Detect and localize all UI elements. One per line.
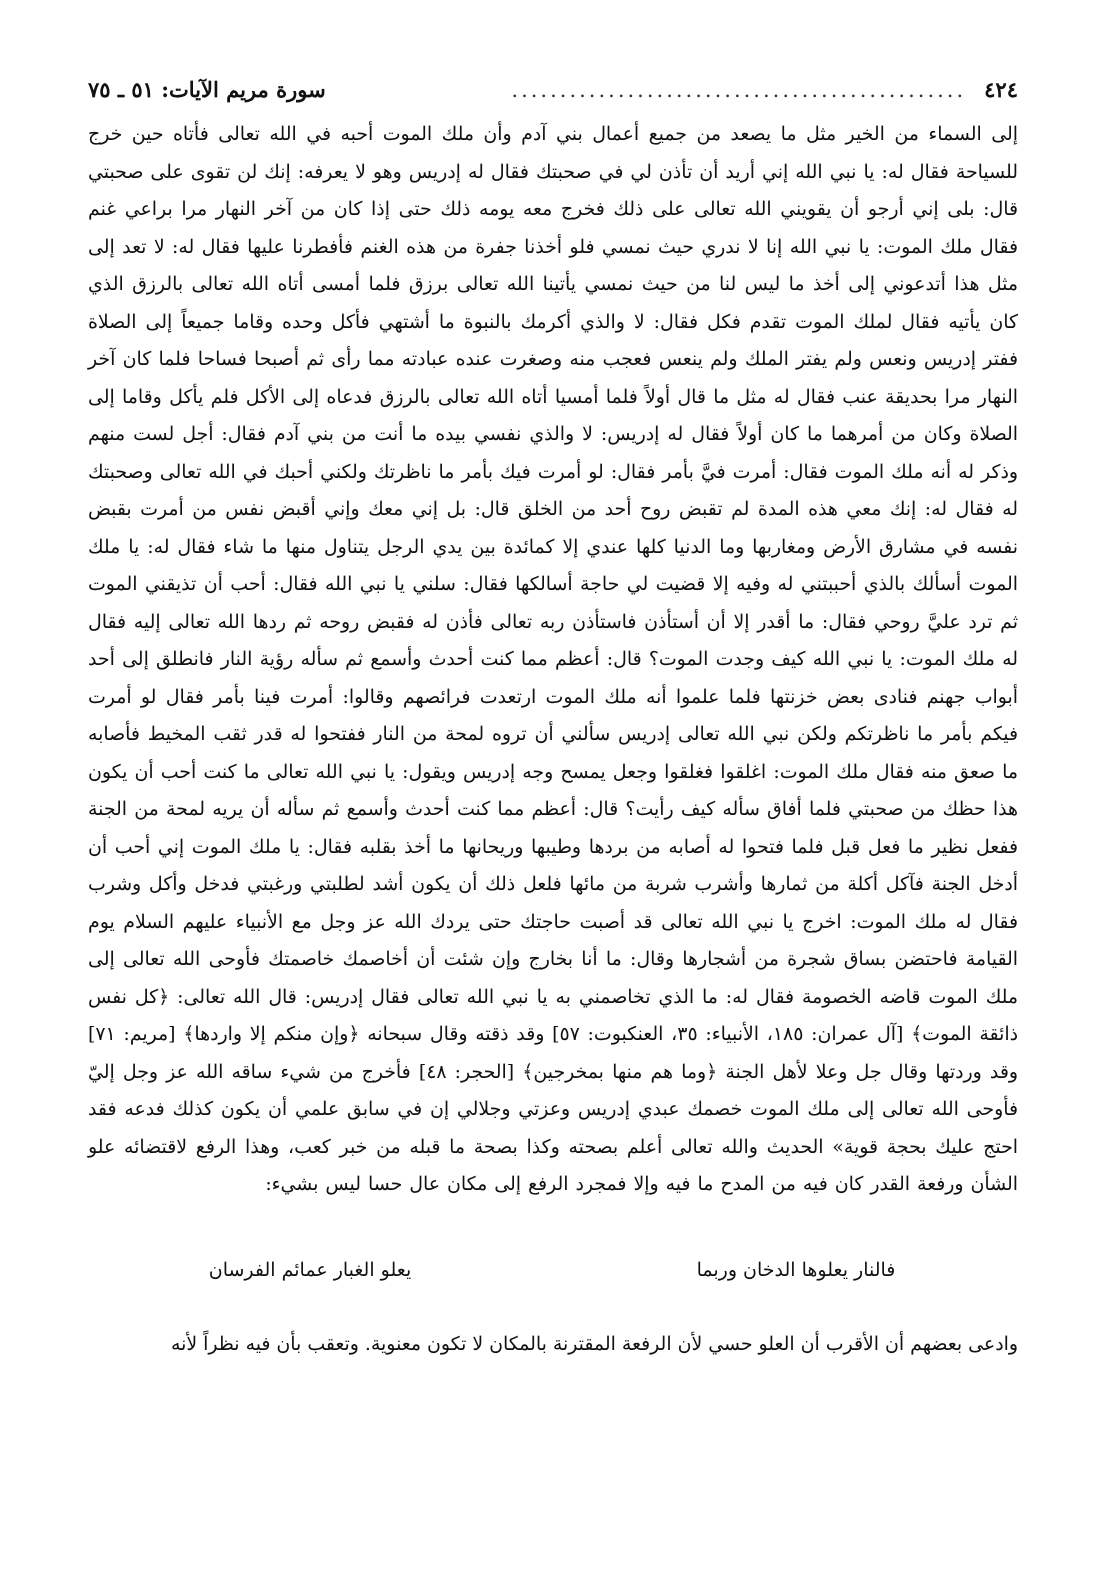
continuation-text bbox=[88, 1326, 1018, 1364]
poem-second-hemistich: يعلو الغبار عمائم الفرسان bbox=[208, 1258, 412, 1281]
poem-verse bbox=[110, 1244, 996, 1296]
paragraph: وادعى بعضهم أن الأقرب أن العلو حسي لأن الرفعة المقترنة بالمكان لا تكون معنوية. وتعقب بأن فيه نظراً لأنه bbox=[170, 1332, 1018, 1355]
book-page bbox=[88, 70, 1018, 1363]
poem-first-hemistich: فالنار يعلوها الدخان وربما bbox=[696, 1258, 896, 1281]
page-number: ٤٢٤ bbox=[984, 77, 1018, 102]
running-header bbox=[88, 70, 1018, 110]
paragraph: إلى السماء من الخير مثل ما يصعد من جميع أعمال بني آدم وأن ملك الموت أحبه في الله تعالى فأتاه حين خرج للسياحة فقال له: يا نبي الله إني أريد أن تأذن لي في صحبتك فقال له إدريس وهو لا يعرفه: إنك لن تقوى على صحبتي قال: بلى إني أرجو أن يقويني الله تعالى على ذلك فخرج معه يومه ذلك حتى إذا كان من آخر النهار مرا براعي غنم فقال ملك الموت: يا نبي الله إنا لا ندري حيث نمسي فلو أخذنا جفرة من هذه الغنم فأفطرنا عليها فقال له: لا تعد إلى مثل هذا أتدعوني إلى أخذ ما ليس لنا من حيث نمسي يأتينا الله تعالى برزق فلما أمسى أتاه الله تعالى بالرزق الذي كان يأتيه فقال لملك الموت تقدم فكل فقال: لا والذي أكرمك بالنبوة ما أشتهي فأكل وحده وقاما جميعاً إلى الصلاة ففتر إدريس ونعس ولم يفتر الملك ولم ينعس فعجب منه وصغرت عنده عبادته مما رأى ثم أصبحا فساحا فلما كان آخر النهار مرا بحديقة عنب فقال له مثل ما قال أولاً فلما أمسيا أتاه الله تعالى بالرزق فدعاه إلى الأكل فلم يأكل وقاما إلى الصلاة وكان من أمرهما ما كان أولاً فقال له إدريس: لا والذي نفسي بيده ما أنت من بني آدم فقال: أجل لست منهم وذكر له أنه ملك الموت فقال: أمرت فيَّ بأمر فقال: لو أمرت فيك بأمر ما ناظرتك ولكني أحبك في الله تعالى وصحبتك له فقال له: إنك معي هذه المدة لم تقبض روح أحد من الخلق قال: بل إني معك وإني أقبض نفس من أمرت بقبض نفسه في مشارق الأرض ومغاربها وما الدنيا كلها عندي إلا كمائدة بين يدي الرجل يتناول منها ما شاء فقال له: يا ملك الموت أسألك بالذي أحببتني له وفيه إلا قضيت لي حاجة أسالكها فقال: سلني يا نبي الله فقال: أحب أن تذيقني الموت ثم ترد عليَّ روحي فقال: ما أقدر إلا أن أستأذن فاستأذن ربه تعالى فأذن له فقبض روحه ثم ردها الله تعالى إليه فقال له ملك الموت: يا نبي الله كيف وجدت الموت؟ قال: أعظم مما كنت أحدث وأسمع ثم سأله رؤية النار فانطلق إلى أحد أبواب جهنم فنادى بعض خزنتها فلما علموا أنه ملك الموت ارتعدت فرائصهم وقالوا: أمرت فينا بأمر فقال لو أمرت فيكم بأمر ما ناظرتكم ولكن نبي الله تعالى إدريس سألني أن تروه لمحة من النار ففتحوا له قدر ثقب المخيط فأصابه ما صعق منه فقال ملك الموت: اغلقوا فغلقوا وجعل يمسح وجه إدريس ويقول: يا نبي الله تعالى ما كنت أحب أن يكون هذا حظك من صحبتي فلما أفاق سأله كيف رأيت؟ قال: أعظم مما كنت أحدث وأسمع ثم سأله أن يريه لمحة من الجنة ففعل نظير ما فعل قبل فلما فتحوا له أصابه من بردها وطيبها وريحانها ما أخذ بقلبه فقال: يا ملك الموت إني أحب أن أدخل الجنة فآكل أكلة من ثمارها وأشرب شربة من مائها فلعل ذلك أن يكون أشد لطلبتي ورغبتي فدخل وأكل وشرب فقال له ملك الموت: اخرج يا نبي الله تعالى قد أصبت حاجتك حتى يردك الله عز وجل مع الأنبياء عليهم السلام يوم القيامة فاحتضن بساق شجرة من أشجارها وقال: ما أنا بخارج وإن شئت أن أخاصمك خاصمتك فأوحى الله تعالى إلى ملك الموت قاضه الخصومة فقال له: ما الذي تخاصمني به يا نبي الله تعالى فقال إدريس: قال الله تعالى: ﴿كل نفس ذائقة الموت﴾ [آل عمران: ١٨٥، الأنبياء: ٣٥، العنكبوت: ٥٧] وقد ذقته وقال سبحانه ﴿وإن منكم إلا واردها﴾ [مريم: ٧١] وقد وردتها وقال جل وعلا لأهل الجنة ﴿وما هم منها بمخرجين﴾ [الحجر: ٤٨] فأخرج من شيء ساقه الله عز وجل إليّ فأوحى الله تعالى إلى ملك الموت خصمك عبدي إدريس وعزتي وجلالي إن في سابق علمي أن يكون كذلك فدعه فقد احتج عليك بحجة قوية» الحديث والله تعالى أعلم بصحته وكذا بصحة ما قبله من خبر كعب، وهذا الرفع لاقتضائه علو الشأن ورفعة القدر كان فيه من المدح ما فيه وإلا فمجرد الرفع إلى مكان عال حسا ليس بشيء: bbox=[88, 123, 1019, 1195]
main-text bbox=[88, 116, 1018, 1204]
header-leader-dots: ............................................... bbox=[511, 78, 967, 102]
surah-title: سورة مريم الآيات: ٥١ ـ ٧٥ bbox=[88, 77, 326, 102]
